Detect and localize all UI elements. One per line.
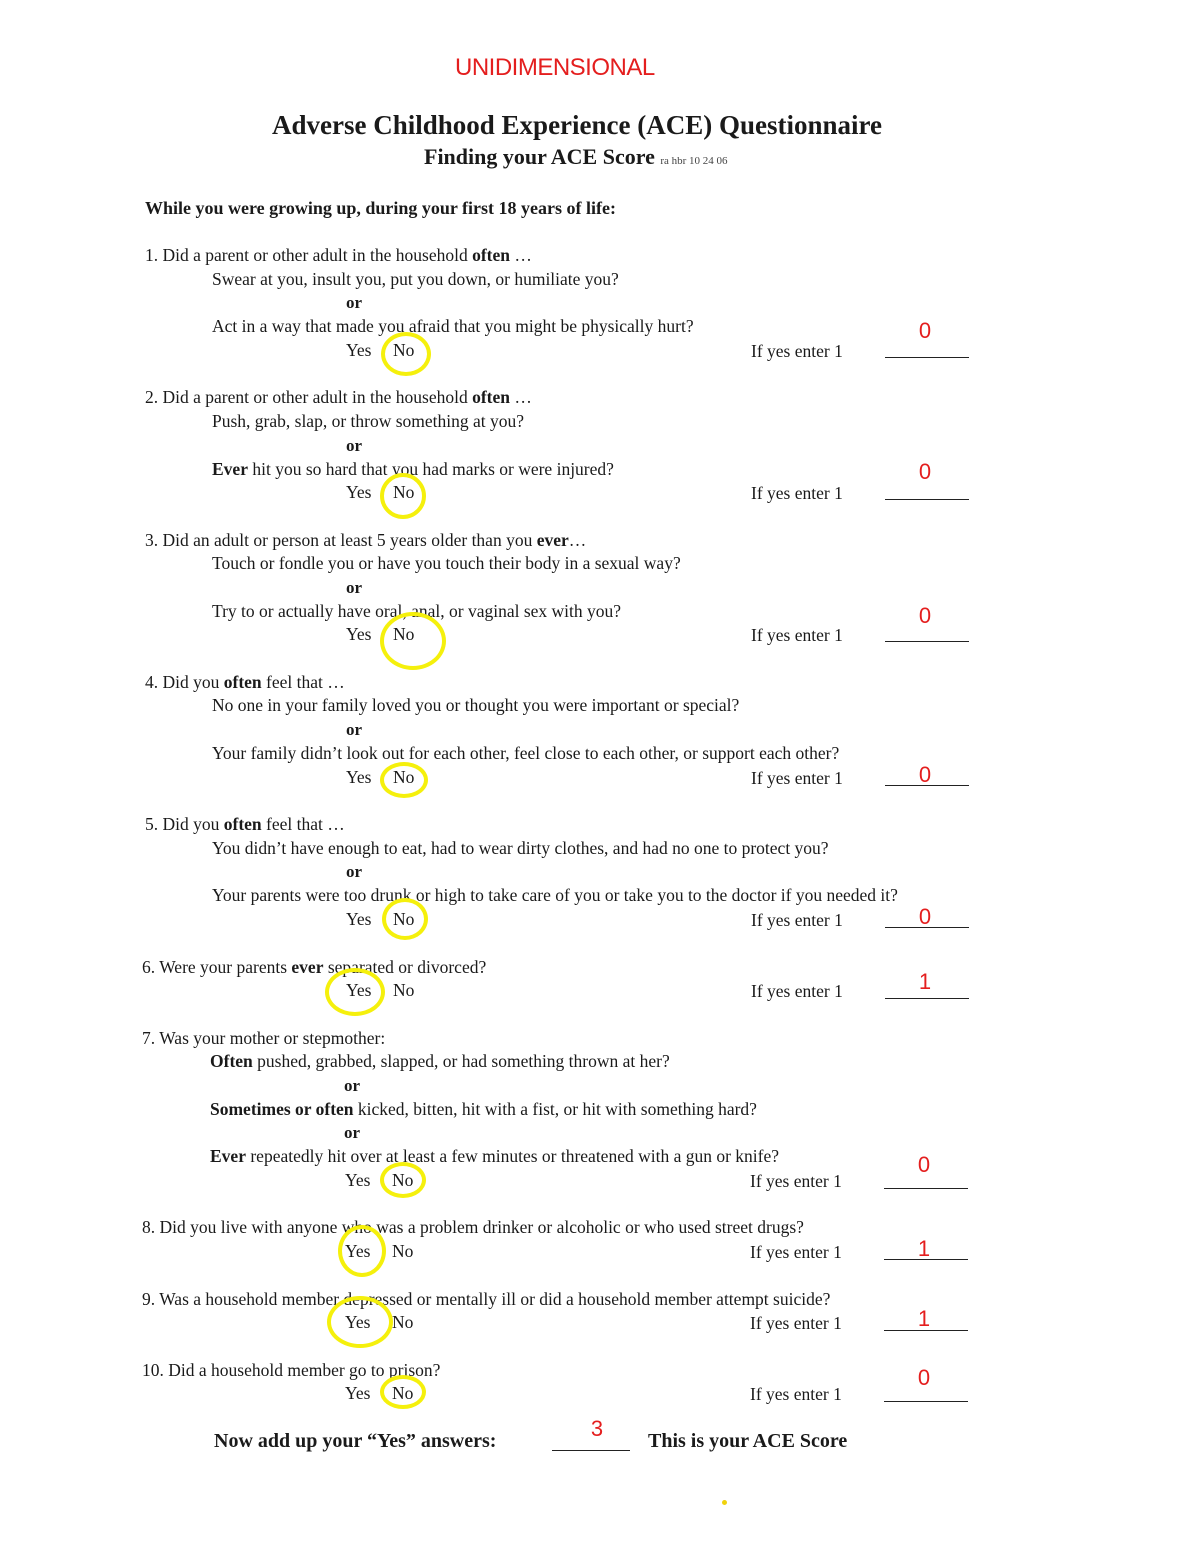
question-3-item-b: Try to or actually have oral, anal, or vaginal sex with you? bbox=[212, 601, 622, 621]
question-1-item-a: Swear at you, insult you, put you down, or humiliate you? bbox=[212, 269, 619, 289]
question-3-if-yes: If yes enter 1 bbox=[751, 625, 843, 645]
question-7-score-line bbox=[884, 1188, 968, 1189]
question-7-yes[interactable]: Yes bbox=[345, 1170, 371, 1190]
intro-text: While you were growing up, during your first 18 years of life: bbox=[145, 198, 616, 218]
question-10-yes[interactable]: Yes bbox=[345, 1383, 371, 1403]
question-7-item-c: Ever repeatedly hit over at least a few minutes or threatened with a gun or knife? bbox=[210, 1146, 780, 1166]
question-8-answer-circle bbox=[338, 1225, 386, 1277]
question-9-no[interactable]: No bbox=[392, 1312, 414, 1332]
or-label: or bbox=[346, 862, 363, 881]
question-6-lead: 6. Were your parents ever separated or divorced? bbox=[142, 957, 487, 977]
question-6-answer-circle bbox=[325, 968, 385, 1016]
question-1-answer-circle bbox=[381, 332, 431, 376]
question-2-no[interactable]: No bbox=[393, 482, 415, 502]
or-label: or bbox=[346, 293, 363, 312]
question-3-answer-circle bbox=[380, 612, 446, 670]
question-9-lead: 9. Was a household member depressed or mentally ill or did a household member attempt suicide? bbox=[142, 1289, 831, 1309]
question-2-item-a: Push, grab, slap, or throw something at you? bbox=[212, 411, 525, 431]
question-6-no[interactable]: No bbox=[393, 980, 415, 1000]
question-4-item-a: No one in your family loved you or thought you were important or special? bbox=[212, 695, 740, 715]
question-2-answer-circle bbox=[380, 473, 426, 519]
page-subtitle bbox=[424, 144, 728, 170]
question-3-yes[interactable]: Yes bbox=[346, 624, 372, 644]
question-10-answer-circle bbox=[380, 1375, 426, 1409]
question-10-lead: 10. Did a household member go to prison? bbox=[142, 1360, 441, 1380]
question-4-answer-circle bbox=[380, 762, 428, 798]
question-7-answer-circle bbox=[380, 1162, 426, 1198]
question-6-yes[interactable]: Yes bbox=[346, 980, 372, 1000]
total-score-line bbox=[552, 1450, 630, 1451]
question-8-if-yes: If yes enter 1 bbox=[750, 1242, 842, 1262]
question-8-yes[interactable]: Yes bbox=[345, 1241, 371, 1261]
question-3-item-a: Touch or fondle you or have you touch their body in a sexual way? bbox=[212, 553, 681, 573]
question-2-score[interactable]: 0 bbox=[918, 459, 932, 484]
question-9-score[interactable]: 1 bbox=[917, 1306, 931, 1331]
subtitle-text: Finding your ACE Score bbox=[424, 144, 655, 169]
question-10-if-yes: If yes enter 1 bbox=[750, 1384, 842, 1404]
question-2-if-yes: If yes enter 1 bbox=[751, 483, 843, 503]
question-9-if-yes: If yes enter 1 bbox=[750, 1313, 842, 1333]
question-7-if-yes: If yes enter 1 bbox=[750, 1171, 842, 1191]
question-7-item-b: Sometimes or often kicked, bitten, hit with a fist, or hit with something hard? bbox=[210, 1099, 757, 1119]
question-3-lead: 3. Did an adult or person at least 5 years older than you ever… bbox=[145, 530, 587, 550]
question-1-item-b: Act in a way that made you afraid that you might be physically hurt? bbox=[212, 316, 694, 336]
page-title: Adverse Childhood Experience (ACE) Questionnaire bbox=[272, 110, 883, 140]
highlight-mark bbox=[722, 1500, 727, 1505]
question-9-yes[interactable]: Yes bbox=[345, 1312, 371, 1332]
question-8-no[interactable]: No bbox=[392, 1241, 414, 1261]
question-6-if-yes: If yes enter 1 bbox=[751, 981, 843, 1001]
question-7-no[interactable]: No bbox=[392, 1170, 414, 1190]
or-label: or bbox=[344, 1123, 361, 1142]
question-2-yes[interactable]: Yes bbox=[346, 482, 372, 502]
question-5-item-b: Your parents were too drunk or high to take care of you or take you to the doctor if you needed it? bbox=[212, 885, 898, 905]
question-1-score-line bbox=[885, 357, 969, 358]
total-suffix: This is your ACE Score bbox=[648, 1430, 848, 1452]
question-1-no[interactable]: No bbox=[393, 340, 415, 360]
question-4-item-b: Your family didn’t look out for each other, feel close to each other, or support each other? bbox=[212, 743, 840, 763]
unidimensional-stamp: UNIDIMENSIONAL bbox=[455, 54, 655, 81]
question-5-item-a: You didn’t have enough to eat, had to wear dirty clothes, and had no one to protect you? bbox=[212, 838, 829, 858]
question-3-no[interactable]: No bbox=[393, 624, 415, 644]
question-4-score[interactable]: 0 bbox=[918, 762, 932, 787]
version-note: ra hbr 10 24 06 bbox=[660, 155, 728, 167]
or-label: or bbox=[346, 720, 363, 739]
question-4-lead: 4. Did you often feel that … bbox=[145, 672, 345, 692]
question-5-lead: 5. Did you often feel that … bbox=[145, 814, 345, 834]
question-3-score[interactable]: 0 bbox=[918, 603, 932, 628]
question-7-item-a: Often pushed, grabbed, slapped, or had something thrown at her? bbox=[210, 1051, 670, 1071]
question-6-score-line bbox=[885, 998, 969, 999]
question-6-score[interactable]: 1 bbox=[918, 969, 932, 994]
question-5-score[interactable]: 0 bbox=[918, 904, 932, 929]
total-score[interactable]: 3 bbox=[590, 1416, 604, 1441]
question-7-lead: 7. Was your mother or stepmother: bbox=[142, 1028, 386, 1048]
question-1-lead: 1. Did a parent or other adult in the household often … bbox=[145, 245, 532, 265]
question-5-yes[interactable]: Yes bbox=[346, 909, 372, 929]
question-9-answer-circle bbox=[327, 1296, 393, 1348]
total-prefix: Now add up your “Yes” answers: bbox=[214, 1430, 497, 1452]
question-4-no[interactable]: No bbox=[393, 767, 415, 787]
question-5-no[interactable]: No bbox=[393, 909, 415, 929]
question-2-item-b: Ever hit you so hard that you had marks or were injured? bbox=[212, 459, 614, 479]
or-label: or bbox=[346, 436, 363, 455]
question-3-score-line bbox=[885, 641, 969, 642]
question-8-lead: 8. Did you live with anyone who was a problem drinker or alcoholic or who used street drugs? bbox=[142, 1217, 804, 1237]
question-10-score[interactable]: 0 bbox=[917, 1365, 931, 1390]
question-4-if-yes: If yes enter 1 bbox=[751, 768, 843, 788]
question-5-if-yes: If yes enter 1 bbox=[751, 910, 843, 930]
question-7-score[interactable]: 0 bbox=[917, 1152, 931, 1177]
question-4-yes[interactable]: Yes bbox=[346, 767, 372, 787]
question-1-yes[interactable]: Yes bbox=[346, 340, 372, 360]
question-10-score-line bbox=[884, 1401, 968, 1402]
or-label: or bbox=[346, 578, 363, 597]
question-10-no[interactable]: No bbox=[392, 1383, 414, 1403]
question-1-if-yes: If yes enter 1 bbox=[751, 341, 843, 361]
or-label: or bbox=[344, 1076, 361, 1095]
question-2-score-line bbox=[885, 499, 969, 500]
question-5-answer-circle bbox=[382, 898, 428, 940]
question-1-score[interactable]: 0 bbox=[918, 318, 932, 343]
question-8-score[interactable]: 1 bbox=[917, 1236, 931, 1261]
question-2-lead: 2. Did a parent or other adult in the household often … bbox=[145, 387, 532, 407]
